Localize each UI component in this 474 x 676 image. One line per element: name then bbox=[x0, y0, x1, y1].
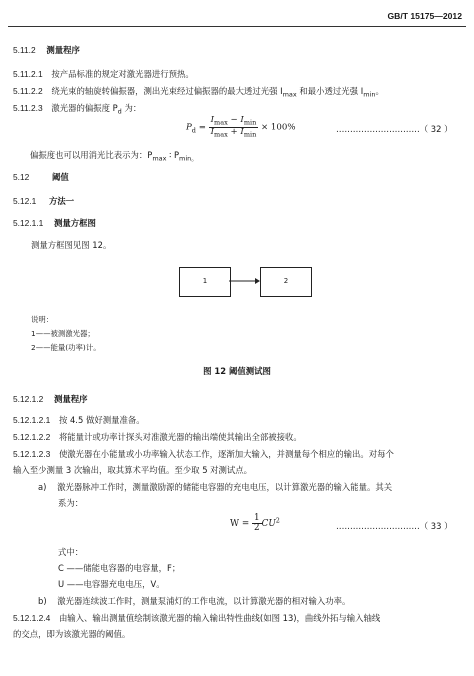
item-number: 5.11.2.2 bbox=[13, 86, 43, 96]
subscript: max bbox=[282, 90, 297, 99]
section-number: 5.12 bbox=[13, 172, 30, 182]
section-number: 5.12.1.2 bbox=[13, 394, 44, 404]
where-label: 式中： bbox=[58, 547, 84, 557]
item-text: 由输入、输出测量值绘制该激光器的输入输出特性曲线(如图 13)，曲线外拓与输入轴线 bbox=[58, 613, 381, 623]
variable-definition: C ——储能电容器的电容量，F； bbox=[58, 563, 181, 573]
item-text: 按产品标准的规定对激光器进行预热。 bbox=[51, 69, 194, 79]
section-title: 方法一 bbox=[48, 196, 75, 206]
item-5-12-1-2-2 bbox=[13, 432, 302, 443]
variable-definition: U ——电容器充电电压，V。 bbox=[58, 579, 165, 589]
section-number: 5.11.2 bbox=[13, 45, 36, 55]
item-text: 使激光器在小能量或小功率输入状态工作，逐渐加大输入，并测量每个相应的输出。对每个 bbox=[58, 449, 394, 459]
item-text-end: 。 bbox=[375, 86, 384, 96]
item-text: 将能量计或功率计探头对准激光器的输出端使其输出全部被接收。 bbox=[58, 432, 302, 442]
formula-fraction bbox=[209, 116, 259, 138]
formula-tail: × 100% bbox=[261, 122, 296, 133]
item-5-12-1-2-4 bbox=[13, 613, 380, 624]
item-text-mid: 和最小透过光强 I bbox=[296, 86, 364, 96]
item-5-11-2-3 bbox=[13, 103, 141, 116]
list-item-a bbox=[38, 482, 392, 493]
item-number: 5.11.2.1 bbox=[13, 69, 43, 79]
item-text: 激光器的偏振度 P bbox=[51, 103, 118, 113]
legend-title: 说明： bbox=[31, 315, 54, 324]
item-text-continued: 的交点，即为该激光器的阈值。 bbox=[13, 629, 131, 639]
section-title: 测量方框图 bbox=[53, 218, 96, 228]
extinction-ratio-text: 偏振度也可以用消光比表示为：$P_{max}$ ∶ $P_{min。}$ bbox=[30, 150, 198, 163]
fraction-numerator: 1 bbox=[254, 513, 260, 523]
box-label: 1 bbox=[202, 277, 208, 285]
legend-item: 2——能量(功率)计。 bbox=[31, 343, 101, 352]
fraction-denominator: $I_{max} + I_{min}$ bbox=[210, 126, 257, 139]
standard-number: GB/T 15175—2012 bbox=[387, 11, 462, 21]
fraction-denominator: 2 bbox=[254, 523, 260, 534]
figure-caption: 图 12 阈值测试图 bbox=[203, 366, 271, 376]
list-text: 激光器连续波工作时，测量泵浦灯的工作电流，以计算激光器的相对输入功率。 bbox=[57, 596, 351, 606]
list-marker: a) bbox=[38, 482, 47, 492]
fraction-numerator: $I_{max} - I_{min}$ bbox=[210, 115, 257, 127]
item-5-11-2-2 bbox=[13, 86, 384, 99]
item-number: 5.12.1.2.4 bbox=[13, 613, 51, 623]
item-5-12-1-2-1 bbox=[13, 415, 145, 426]
item-text: 绕光束的轴旋转偏振器，测出光束经过偏振器的最大透过光强 I bbox=[51, 86, 283, 96]
section-title: 测量程序 bbox=[53, 394, 88, 404]
section-5-12-1-1 bbox=[13, 218, 96, 229]
section-5-11-2 bbox=[13, 45, 80, 56]
list-marker: b) bbox=[38, 596, 47, 606]
formula-sup: 2 bbox=[275, 516, 280, 525]
section-number: 5.12.1 bbox=[13, 196, 37, 206]
section-number: 5.12.1.1 bbox=[13, 218, 44, 228]
item-number: 5.12.1.2.2 bbox=[13, 432, 51, 442]
subscript: d bbox=[117, 107, 122, 116]
block-diagram-reference: 测量方框图见图 12。 bbox=[31, 240, 112, 250]
item-text-end: 为： bbox=[121, 103, 142, 113]
formula-32-number: …………………………（ 32 ） bbox=[336, 124, 453, 134]
item-text: 按 4.5 做好测量准备。 bbox=[58, 415, 145, 425]
item-5-12-1-2-3 bbox=[13, 449, 394, 460]
section-5-12-1 bbox=[13, 196, 74, 207]
arrow-connector bbox=[229, 275, 261, 287]
item-number: 5.12.1.2.3 bbox=[13, 449, 51, 459]
section-title: 阈值 bbox=[51, 172, 69, 182]
list-text: 激光器脉冲工作时，测量激励源的储能电容器的充电电压，以计算激光器的输入能量。其关 bbox=[57, 482, 393, 492]
section-title: 测量程序 bbox=[46, 45, 80, 55]
subscript: min bbox=[363, 90, 376, 99]
formula-fraction bbox=[252, 514, 262, 533]
formula-lhs: W = bbox=[230, 519, 253, 530]
formula-eq: = bbox=[195, 122, 206, 133]
section-5-12 bbox=[13, 172, 69, 183]
power-meter-box bbox=[260, 267, 312, 297]
formula-sub: d bbox=[191, 126, 196, 135]
formula-lhs: P bbox=[186, 122, 192, 133]
list-text-continued: 系为： bbox=[58, 498, 84, 508]
item-text-continued: 输入至少测量 3 次输出，取其算术平均值。至少取 5 对测试点。 bbox=[13, 465, 253, 475]
item-5-11-2-1 bbox=[13, 69, 194, 80]
laser-box bbox=[179, 267, 231, 297]
formula-33-number: …………………………（ 33 ） bbox=[336, 521, 453, 531]
formula-rhs: CU bbox=[261, 519, 276, 530]
header-rule bbox=[8, 26, 466, 27]
legend-item: 1——被测激光器； bbox=[31, 329, 95, 338]
list-item-b bbox=[38, 596, 350, 607]
section-5-12-1-2 bbox=[13, 394, 87, 405]
box-label: 2 bbox=[283, 277, 289, 285]
item-number: 5.11.2.3 bbox=[13, 103, 43, 113]
item-number: 5.12.1.2.1 bbox=[13, 415, 51, 425]
formula-33 bbox=[230, 514, 280, 533]
formula-32 bbox=[186, 116, 296, 138]
